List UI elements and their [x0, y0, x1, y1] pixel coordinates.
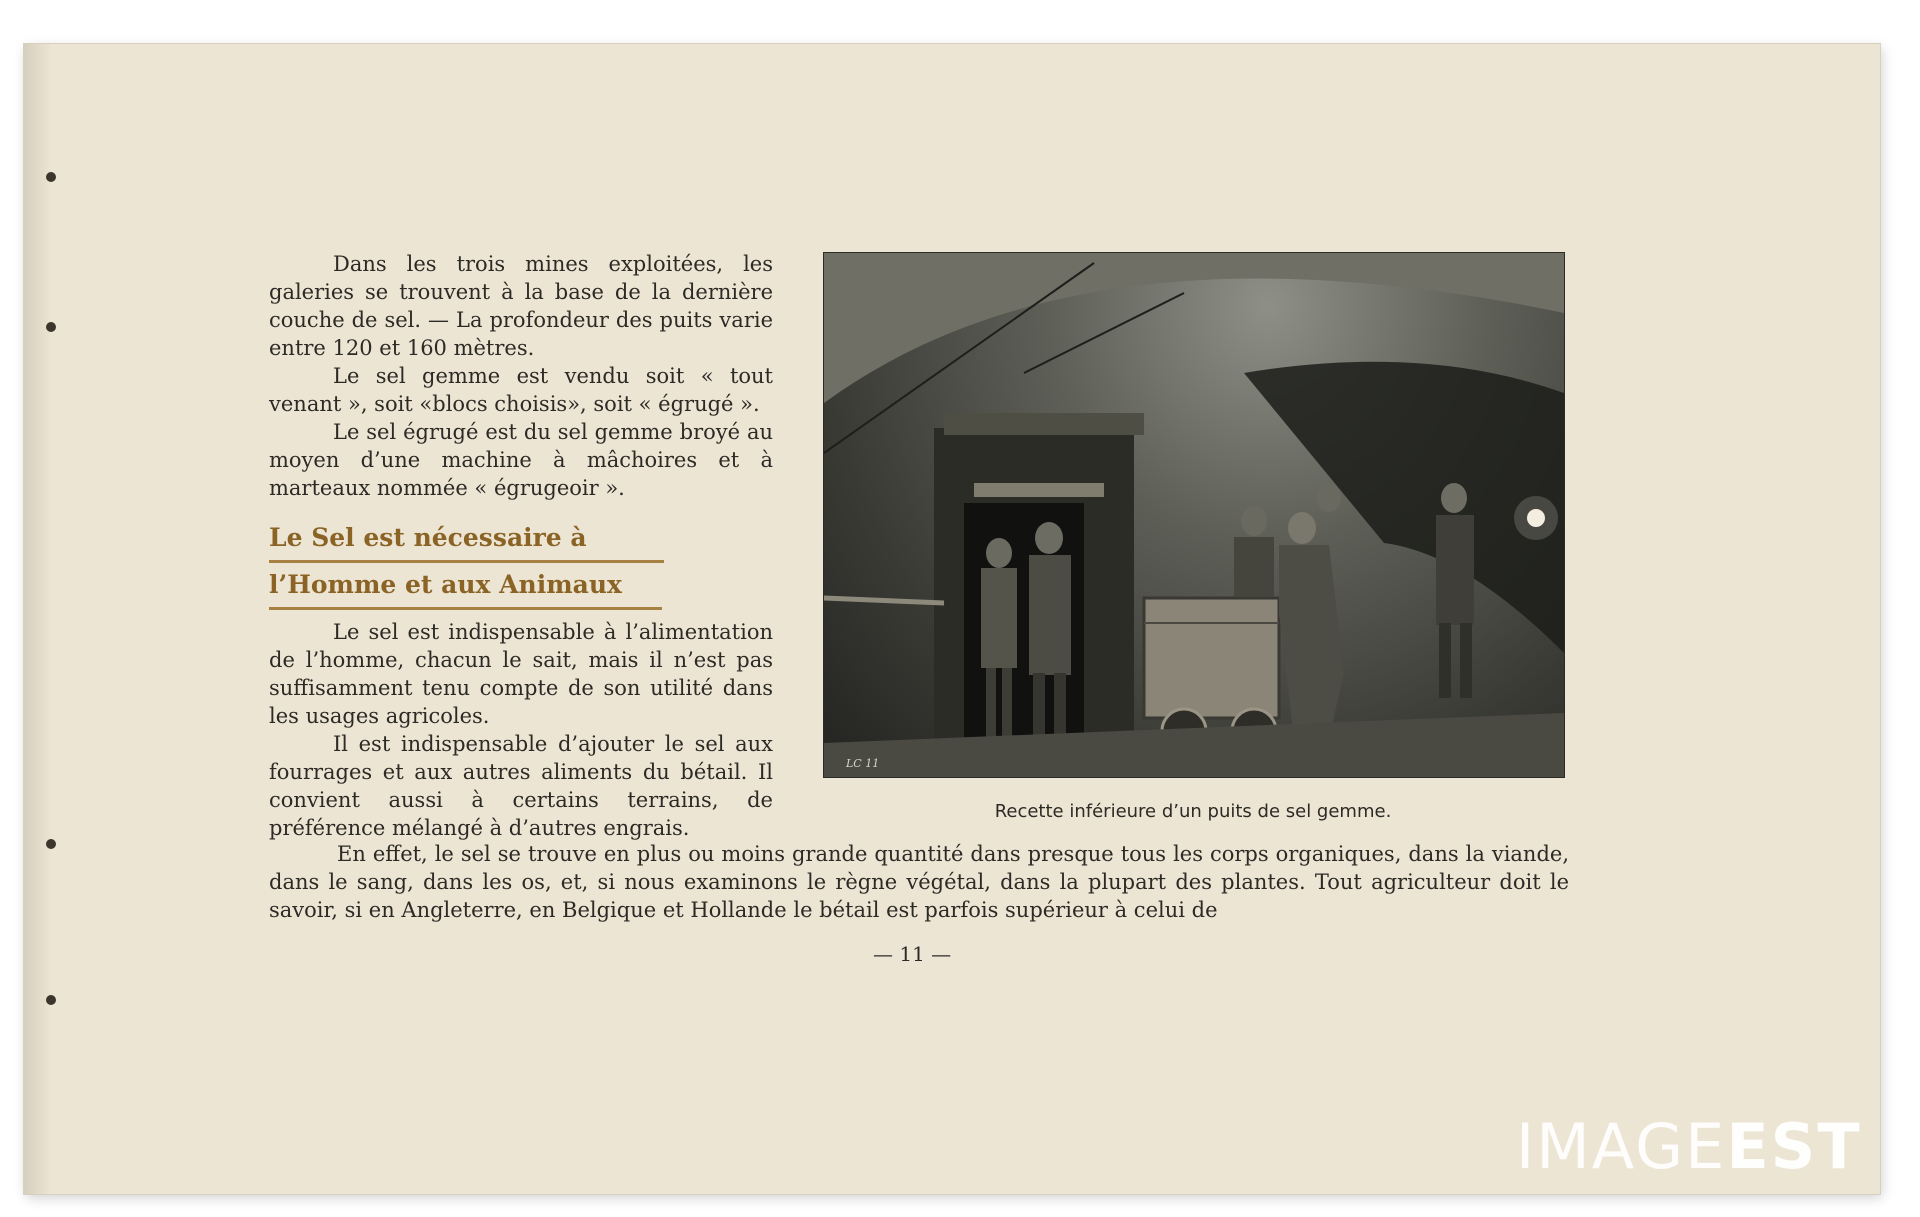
photo-signature: LC 11 — [846, 757, 880, 770]
mine-scene-illustration — [824, 253, 1564, 777]
section-heading — [269, 516, 664, 610]
paragraph: Le sel égrugé est du sel gemme broyé au moyen d’une machine à mâchoires et à marteaux nommée « égrugeoir ». — [269, 420, 773, 500]
binding-stitch — [46, 322, 56, 332]
watermark-logo — [1516, 1110, 1862, 1183]
figure-caption: Recette inférieure d’un puits de sel gemme. — [994, 801, 1392, 822]
binding-stitch — [46, 839, 56, 849]
watermark-part: IMAGE — [1516, 1110, 1727, 1183]
heading-line: l’Homme et aux Animaux — [269, 563, 662, 610]
full-width-text — [269, 840, 1569, 924]
paragraph: Dans les trois mines exploitées, les galeries se trouvent à la base de la dernière couche de sel. — La profondeur des puits varie entre 120 et 160 mètres. — [269, 252, 773, 360]
binding-stitch — [46, 172, 56, 182]
figure — [823, 252, 1563, 826]
paragraph: Il est indispensable d’ajouter le sel aux fourrages et aux autres aliments du bétail. Il convient aussi à certains terrains, de préférence mélangé à d’autres engrais. — [269, 732, 773, 840]
paragraph: Le sel gemme est vendu soit « tout venant », soit «blocs choisis», soit « égrugé ». — [269, 364, 773, 416]
paragraph: En effet, le sel se trouve en plus ou moins grande quantité dans presque tous les corps organiques, dans la viande, dans le sang, dans les os, et, si nous examinons le règne végétal, dans la plupart des plantes. Tout agriculteur doit le savoir, si en Angleterre, en Belgique et Hollande le bétail est parfois supérieur à celui de — [269, 842, 1569, 922]
mine-photograph — [823, 252, 1565, 778]
left-column — [269, 250, 773, 842]
binding-stitch — [46, 995, 56, 1005]
paragraph: Le sel est indispensable à l’alimentation de l’homme, chacun le sait, mais il n’est pas suffisamment tenu compte de son utilité dans les usages agricoles. — [269, 620, 773, 728]
page-number: — 11 — — [873, 942, 952, 966]
heading-line: Le Sel est nécessaire à — [269, 516, 664, 563]
watermark-part: EST — [1726, 1110, 1862, 1183]
